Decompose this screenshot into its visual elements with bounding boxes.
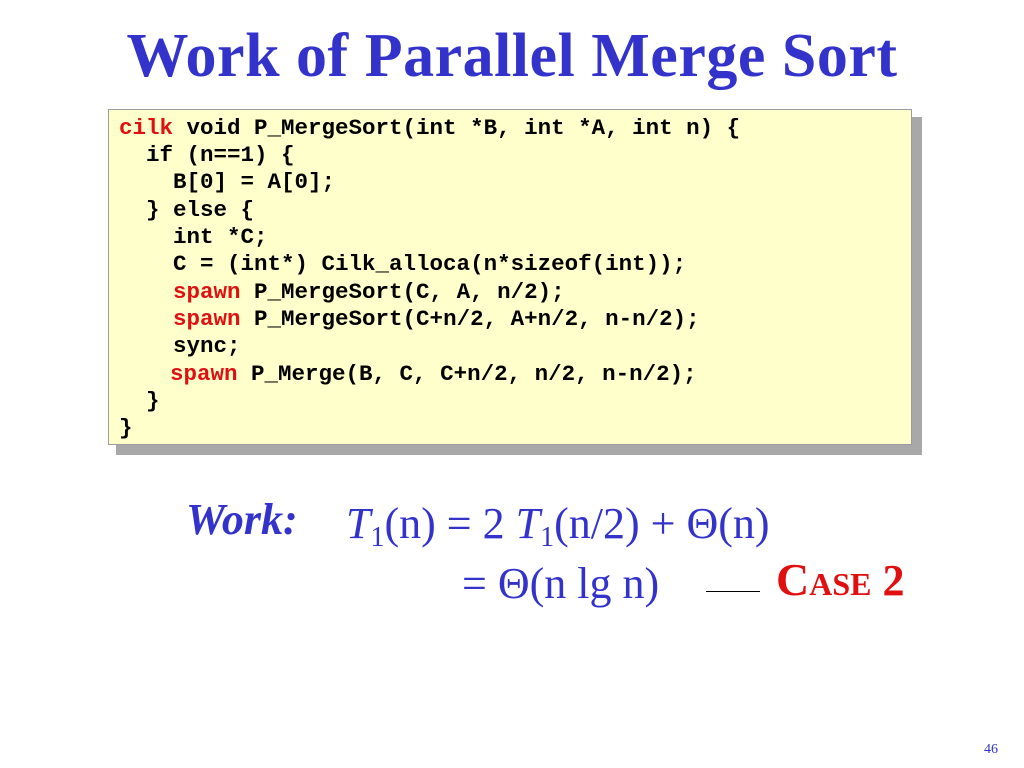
- code-text: sync;: [173, 333, 241, 359]
- code-line-11: [119, 387, 160, 415]
- code-keyword: spawn: [173, 279, 241, 305]
- code-indent: [119, 197, 146, 223]
- code-indent: [119, 333, 173, 359]
- case-rest: ASE: [809, 566, 872, 602]
- code-line-7: [119, 278, 565, 306]
- code-text: }: [119, 415, 133, 441]
- math-subscript: 1: [370, 522, 385, 553]
- case-initial: C: [776, 554, 810, 605]
- code-line-1: [119, 114, 740, 142]
- code-keyword: spawn: [173, 306, 241, 332]
- slide-title: Work of Parallel Merge Sort: [126, 22, 898, 90]
- code-text: P_Merge(B, C, C+n/2, n/2, n-n/2);: [237, 361, 697, 387]
- code-text: if (n==1) {: [146, 142, 295, 168]
- code-indent: [116, 361, 170, 387]
- code-indent: [119, 142, 146, 168]
- code-line-4: [119, 196, 254, 224]
- code-text: C = (int*) Cilk_alloca(n*sizeof(int));: [173, 251, 687, 277]
- code-line-12: [119, 414, 133, 442]
- code-line-9: [119, 332, 241, 360]
- code-indent: [119, 306, 173, 332]
- math-theta: Θ(n): [686, 499, 770, 548]
- code-box: [108, 109, 912, 445]
- code-line-2: [119, 141, 295, 169]
- math-subscript: 1: [540, 522, 555, 553]
- math-coefficient: 2: [482, 499, 505, 548]
- math-equals: =: [462, 559, 487, 608]
- code-text: void P_MergeSort(int *B, int *A, int n) {: [173, 115, 741, 141]
- code-text: } else {: [146, 197, 255, 223]
- math-arg: (n/2): [554, 499, 640, 548]
- code-text: }: [146, 388, 160, 414]
- code-line-8: [119, 305, 700, 333]
- code-keyword: spawn: [170, 361, 238, 387]
- work-label: Work:: [186, 495, 298, 544]
- math-equals: =: [446, 499, 472, 548]
- code-indent: [119, 388, 146, 414]
- math-arg: (n): [384, 499, 436, 548]
- math-T: T: [346, 499, 371, 548]
- math-plus: +: [650, 499, 676, 548]
- code-indent: [119, 224, 173, 250]
- code-indent: [119, 169, 173, 195]
- code-line-10: [116, 360, 697, 388]
- case-label: [776, 552, 904, 612]
- work-recurrence: [346, 496, 770, 552]
- code-text: P_MergeSort(C+n/2, A+n/2, n-n/2);: [240, 306, 700, 332]
- code-keyword: cilk: [119, 115, 174, 141]
- case-number: 2: [882, 556, 905, 605]
- page-number: 46: [984, 742, 998, 757]
- code-text: P_MergeSort(C, A, n/2);: [240, 279, 565, 305]
- math-theta: Θ(n lg n): [497, 559, 660, 608]
- work-solution: [462, 556, 659, 612]
- em-dash: [706, 591, 760, 592]
- code-line-5: [119, 223, 268, 251]
- math-T: T: [515, 499, 541, 548]
- code-text: int *C;: [173, 224, 268, 250]
- code-indent: [119, 279, 173, 305]
- code-line-3: [119, 168, 335, 196]
- code-indent: [119, 251, 173, 277]
- code-line-6: [119, 250, 686, 278]
- code-text: B[0] = A[0];: [173, 169, 336, 195]
